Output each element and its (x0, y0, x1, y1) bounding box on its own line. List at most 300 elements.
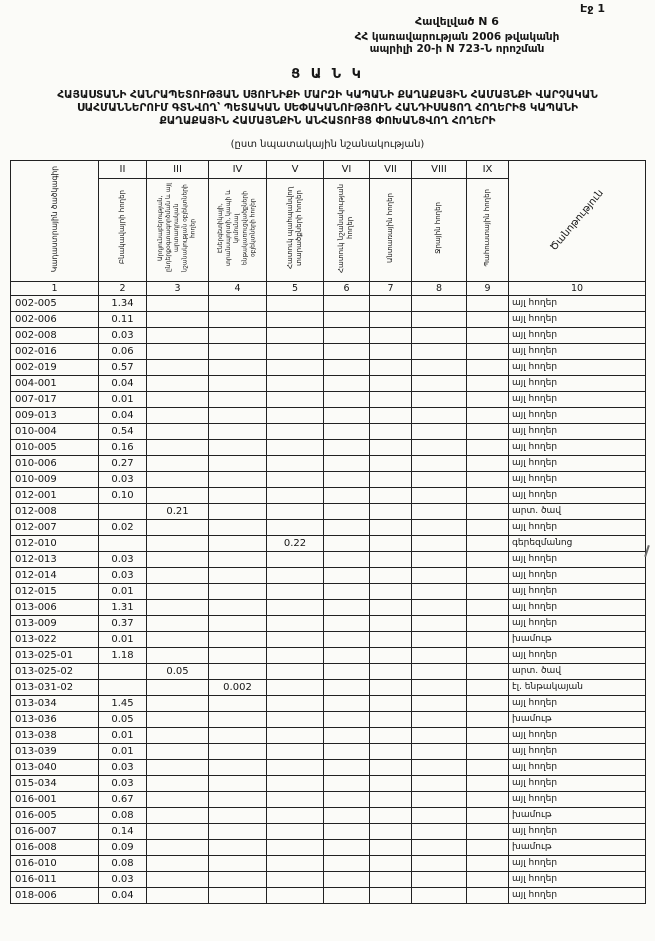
area-value-cell (412, 503, 467, 519)
area-value-cell: 0.03 (99, 567, 147, 583)
area-value-cell (467, 839, 509, 855)
area-value-cell (324, 871, 370, 887)
note-cell: խամութ (509, 711, 646, 727)
table-row (11, 439, 646, 455)
header-cadastral-code (11, 160, 99, 281)
area-value-cell (324, 439, 370, 455)
cadastral-code-cell: 002-016 (11, 343, 99, 359)
area-value-cell (370, 823, 412, 839)
area-value-cell (412, 791, 467, 807)
area-value-cell (370, 343, 412, 359)
header-residential-lands-label: Բնակավայրի հողեր (117, 190, 126, 265)
area-value-cell (324, 775, 370, 791)
roman-numeral-III: III (147, 160, 209, 178)
area-value-cell (99, 535, 147, 551)
table-row (11, 375, 646, 391)
area-value-cell (324, 599, 370, 615)
area-value-cell (209, 759, 267, 775)
area-value-cell (147, 599, 209, 615)
area-value-cell (324, 743, 370, 759)
area-value-cell (324, 807, 370, 823)
area-value-cell (467, 423, 509, 439)
area-value-cell (209, 391, 267, 407)
note-cell: այլ հողեր (509, 599, 646, 615)
column-number: 1 (11, 281, 99, 295)
table-row (11, 407, 646, 423)
area-value-cell (209, 823, 267, 839)
area-value-cell (412, 471, 467, 487)
area-value-cell (267, 871, 324, 887)
table-row (11, 327, 646, 343)
area-value-cell (147, 327, 209, 343)
area-value-cell (267, 615, 324, 631)
appendix-decree-line-2: ապրիլի 20-ի N 723-Ն որոշման (369, 43, 545, 55)
cadastral-code-cell: 013-039 (11, 743, 99, 759)
header-infrastructure-lands-label: Էներգետիկայի, տրանսպորտի, կապի և կոմունալ ենթակառուցվածքների օբյեկտների հողեր (217, 189, 257, 266)
area-value-cell: 0.67 (99, 791, 147, 807)
area-value-cell (370, 711, 412, 727)
area-value-cell (412, 423, 467, 439)
area-value-cell (370, 503, 412, 519)
area-value-cell (267, 327, 324, 343)
area-value-cell (467, 775, 509, 791)
area-value-cell (370, 391, 412, 407)
cadastral-code-cell: 002-019 (11, 359, 99, 375)
cadastral-code-cell: 015-034 (11, 775, 99, 791)
area-value-cell (324, 759, 370, 775)
area-value-cell (412, 647, 467, 663)
area-value-cell (370, 295, 412, 311)
area-value-cell (370, 807, 412, 823)
area-value-cell: 0.03 (99, 759, 147, 775)
area-value-cell (467, 535, 509, 551)
area-value-cell (147, 359, 209, 375)
table-row (11, 727, 646, 743)
area-value-cell (209, 375, 267, 391)
table-row (11, 503, 646, 519)
area-value-cell (370, 471, 412, 487)
note-cell: գերեզմանոց (509, 535, 646, 551)
cadastral-code-cell: 016-011 (11, 871, 99, 887)
area-value-cell (209, 887, 267, 903)
area-value-cell (147, 695, 209, 711)
area-value-cell (467, 519, 509, 535)
area-value-cell (412, 839, 467, 855)
table-row (11, 775, 646, 791)
table-row (11, 423, 646, 439)
area-value-cell (467, 711, 509, 727)
note-cell: այլ հողեր (509, 551, 646, 567)
area-value-cell (209, 743, 267, 759)
roman-numeral-VII: VII (370, 160, 412, 178)
roman-numeral-V: V (267, 160, 324, 178)
area-value-cell (267, 551, 324, 567)
area-value-cell (412, 775, 467, 791)
area-value-cell (370, 327, 412, 343)
area-value-cell (324, 311, 370, 327)
cadastral-code-cell: 012-001 (11, 487, 99, 503)
area-value-cell (209, 647, 267, 663)
area-value-cell (209, 775, 267, 791)
header-cadastral-code-label: Կադաստրային ծածկագիր (49, 165, 59, 273)
area-value-cell: 0.37 (99, 615, 147, 631)
area-value-cell (209, 407, 267, 423)
area-value-cell (147, 807, 209, 823)
cadastral-code-cell: 002-008 (11, 327, 99, 343)
area-value-cell (147, 535, 209, 551)
area-value-cell (370, 599, 412, 615)
area-value-cell (412, 663, 467, 679)
area-value-cell (147, 343, 209, 359)
note-cell: այլ հողեր (509, 647, 646, 663)
area-value-cell (209, 727, 267, 743)
table-row (11, 487, 646, 503)
area-value-cell (147, 519, 209, 535)
area-value-cell (209, 839, 267, 855)
area-value-cell (324, 455, 370, 471)
note-cell: այլ հողեր (509, 423, 646, 439)
area-value-cell (412, 487, 467, 503)
area-value-cell (324, 711, 370, 727)
area-value-cell (267, 455, 324, 471)
area-value-cell: 1.31 (99, 599, 147, 615)
area-value-cell (267, 487, 324, 503)
table-row (11, 887, 646, 903)
area-value-cell (370, 311, 412, 327)
area-value-cell (147, 759, 209, 775)
note-cell: խամութ (509, 807, 646, 823)
area-value-cell: 1.45 (99, 695, 147, 711)
area-value-cell (324, 423, 370, 439)
area-value-cell (267, 503, 324, 519)
area-value-cell (147, 375, 209, 391)
cadastral-code-cell: 013-025-01 (11, 647, 99, 663)
table-row (11, 647, 646, 663)
note-cell: այլ հողեր (509, 391, 646, 407)
area-value-cell (370, 407, 412, 423)
area-value-cell (370, 535, 412, 551)
area-value-cell (209, 311, 267, 327)
area-value-cell (209, 695, 267, 711)
note-cell: այլ հողեր (509, 407, 646, 423)
area-value-cell (412, 535, 467, 551)
area-value-cell (370, 487, 412, 503)
table-row (11, 759, 646, 775)
column-number: 2 (99, 281, 147, 295)
area-value-cell (324, 503, 370, 519)
area-value-cell (267, 567, 324, 583)
table-row (11, 551, 646, 567)
area-value-cell (467, 647, 509, 663)
area-value-cell (370, 583, 412, 599)
area-value-cell (412, 631, 467, 647)
area-value-cell (412, 407, 467, 423)
area-value-cell (267, 711, 324, 727)
area-value-cell (324, 791, 370, 807)
area-value-cell (209, 327, 267, 343)
area-value-cell (370, 727, 412, 743)
subtitle-line-3: ՔԱՂԱՔԱՅԻՆ ՀԱՄԱՅՆՔԻՆ ԱՆՀԱՏՈՒՅՑ ՓՈԽԱՆՑՎՈՂ ՀՈՂԵՐԻ (159, 114, 496, 127)
note-cell: այլ հողեր (509, 439, 646, 455)
note-cell: այլ հողեր (509, 295, 646, 311)
area-value-cell (209, 551, 267, 567)
area-value-cell (147, 791, 209, 807)
area-value-cell (412, 807, 467, 823)
area-value-cell (324, 855, 370, 871)
area-value-cell (412, 695, 467, 711)
area-value-cell (147, 407, 209, 423)
note-cell: այլ հողեր (509, 759, 646, 775)
cadastral-code-cell: 016-007 (11, 823, 99, 839)
area-value-cell (370, 759, 412, 775)
area-value-cell (209, 503, 267, 519)
area-value-cell (467, 663, 509, 679)
table-row (11, 471, 646, 487)
area-value-cell (467, 375, 509, 391)
area-value-cell (412, 871, 467, 887)
area-value-cell (467, 311, 509, 327)
area-value-cell (467, 455, 509, 471)
area-value-cell (209, 439, 267, 455)
area-value-cell (147, 487, 209, 503)
note-cell: այլ հողեր (509, 455, 646, 471)
area-value-cell (147, 567, 209, 583)
area-value-cell (147, 679, 209, 695)
area-value-cell (147, 647, 209, 663)
note-cell: այլ հողեր (509, 311, 646, 327)
area-value-cell (412, 295, 467, 311)
area-value-cell (412, 391, 467, 407)
header-note (509, 160, 646, 281)
area-value-cell (209, 343, 267, 359)
area-value-cell (467, 503, 509, 519)
area-value-cell (209, 567, 267, 583)
area-value-cell (467, 807, 509, 823)
area-value-cell (370, 775, 412, 791)
column-number: 7 (370, 281, 412, 295)
cadastral-code-cell: 010-005 (11, 439, 99, 455)
area-value-cell: 0.03 (99, 775, 147, 791)
area-value-cell (267, 295, 324, 311)
column-number: 10 (509, 281, 646, 295)
area-value-cell (209, 791, 267, 807)
area-value-cell (370, 695, 412, 711)
area-value-cell (209, 359, 267, 375)
table-row (11, 295, 646, 311)
table-row (11, 679, 646, 695)
area-value-cell (267, 391, 324, 407)
area-value-cell: 0.14 (99, 823, 147, 839)
area-value-cell (412, 439, 467, 455)
note-cell: այլ հողեր (509, 487, 646, 503)
area-value-cell (467, 759, 509, 775)
area-value-cell (209, 631, 267, 647)
note-cell: այլ հողեր (509, 743, 646, 759)
area-value-cell (412, 615, 467, 631)
area-value-cell (324, 391, 370, 407)
header-protected-lands-label: Հատուկ պահպանվող տարածքների հողեր (285, 186, 303, 269)
area-value-cell (209, 487, 267, 503)
area-value-cell (412, 759, 467, 775)
area-value-cell (467, 743, 509, 759)
header-protected-lands (267, 178, 324, 281)
note-cell: այլ հողեր (509, 519, 646, 535)
table-row (11, 631, 646, 647)
area-value-cell: 0.03 (99, 871, 147, 887)
note-cell: այլ հողեր (509, 359, 646, 375)
area-value-cell (267, 743, 324, 759)
area-value-cell (324, 487, 370, 503)
area-value-cell (147, 455, 209, 471)
cadastral-code-cell: 013-025-02 (11, 663, 99, 679)
area-value-cell (467, 727, 509, 743)
appendix-block (297, 16, 617, 56)
area-value-cell (324, 679, 370, 695)
area-value-cell (267, 839, 324, 855)
table-row (11, 615, 646, 631)
cadastral-code-cell: 013-036 (11, 711, 99, 727)
area-value-cell (370, 519, 412, 535)
area-value-cell (412, 823, 467, 839)
table-row (11, 567, 646, 583)
area-value-cell: 0.03 (99, 551, 147, 567)
table-row (11, 695, 646, 711)
cadastral-code-cell: 016-001 (11, 791, 99, 807)
header-forest-lands-label: Անտառային հողեր (385, 192, 394, 263)
area-value-cell (209, 663, 267, 679)
area-value-cell (324, 823, 370, 839)
area-value-cell (370, 839, 412, 855)
area-value-cell: 0.002 (209, 679, 267, 695)
area-value-cell (324, 471, 370, 487)
area-value-cell (267, 311, 324, 327)
area-value-cell (412, 567, 467, 583)
area-value-cell (412, 327, 467, 343)
area-value-cell (370, 679, 412, 695)
area-value-cell (147, 631, 209, 647)
cadastral-code-cell: 007-017 (11, 391, 99, 407)
cadastral-code-cell: 009-013 (11, 407, 99, 423)
cadastral-code-cell: 013-006 (11, 599, 99, 615)
note-cell: այլ հողեր (509, 871, 646, 887)
area-value-cell (324, 535, 370, 551)
area-value-cell (209, 535, 267, 551)
area-value-cell (267, 647, 324, 663)
area-value-cell (412, 743, 467, 759)
table-row (11, 391, 646, 407)
area-value-cell (147, 823, 209, 839)
area-value-cell (209, 455, 267, 471)
area-value-cell (147, 439, 209, 455)
area-value-cell (209, 615, 267, 631)
area-value-cell (267, 679, 324, 695)
area-value-cell: 0.01 (99, 743, 147, 759)
area-value-cell (370, 855, 412, 871)
area-value-cell (267, 519, 324, 535)
area-value-cell: 0.57 (99, 359, 147, 375)
roman-numeral-IX: IX (467, 160, 509, 178)
area-value-cell: 0.27 (99, 455, 147, 471)
note-cell: այլ հողեր (509, 471, 646, 487)
area-value-cell (267, 663, 324, 679)
area-value-cell (267, 343, 324, 359)
area-value-cell (99, 503, 147, 519)
area-value-cell (324, 375, 370, 391)
area-value-cell (467, 695, 509, 711)
roman-numeral-II: II (99, 160, 147, 178)
note-cell: այլ հողեր (509, 327, 646, 343)
area-value-cell: 0.03 (99, 471, 147, 487)
area-value-cell (324, 631, 370, 647)
area-value-cell: 0.08 (99, 807, 147, 823)
area-value-cell (467, 599, 509, 615)
note-cell: այլ հողեր (509, 567, 646, 583)
area-value-cell (467, 791, 509, 807)
document-title: Ց Ա Ն Կ (291, 66, 364, 82)
header-reserve-lands (467, 178, 509, 281)
area-value-cell (370, 455, 412, 471)
appendix-decree-line-1: ՀՀ կառավարության 2006 թվականի (354, 30, 560, 43)
area-value-cell (370, 663, 412, 679)
note-cell: արտ. ծավ (509, 503, 646, 519)
area-value-cell (267, 791, 324, 807)
header-water-lands (412, 178, 467, 281)
note-cell: այլ հողեր (509, 343, 646, 359)
area-value-cell (412, 583, 467, 599)
area-value-cell (467, 471, 509, 487)
table-row (11, 839, 646, 855)
area-value-cell (147, 775, 209, 791)
area-value-cell (412, 343, 467, 359)
table-row (11, 823, 646, 839)
note-cell: այլ հողեր (509, 823, 646, 839)
area-value-cell (209, 423, 267, 439)
table-row (11, 583, 646, 599)
area-value-cell: 1.18 (99, 647, 147, 663)
cadastral-code-cell: 012-015 (11, 583, 99, 599)
area-value-cell: 0.01 (99, 631, 147, 647)
area-value-cell: 0.04 (99, 887, 147, 903)
area-value-cell (147, 615, 209, 631)
table-row (11, 535, 646, 551)
area-value-cell (370, 631, 412, 647)
note-cell: այլ հողեր (509, 727, 646, 743)
page-number: Էջ 1 (580, 2, 605, 15)
area-value-cell (267, 583, 324, 599)
roman-numeral-VI: VI (324, 160, 370, 178)
area-value-cell: 0.09 (99, 839, 147, 855)
area-value-cell (209, 807, 267, 823)
column-number: 3 (147, 281, 209, 295)
area-value-cell (467, 679, 509, 695)
area-value-cell (267, 631, 324, 647)
table-row (11, 311, 646, 327)
roman-numeral-VIII: VIII (412, 160, 467, 178)
area-value-cell (267, 359, 324, 375)
table-row (11, 791, 646, 807)
area-value-cell (324, 343, 370, 359)
area-value-cell (209, 599, 267, 615)
document-subtitle (10, 89, 645, 128)
area-value-cell (267, 407, 324, 423)
table-row (11, 711, 646, 727)
header-reserve-lands-label: Պահուստային հողեր (482, 188, 491, 267)
area-value-cell (412, 679, 467, 695)
area-value-cell (324, 295, 370, 311)
area-value-cell (267, 823, 324, 839)
area-value-cell (267, 887, 324, 903)
area-value-cell (370, 439, 412, 455)
